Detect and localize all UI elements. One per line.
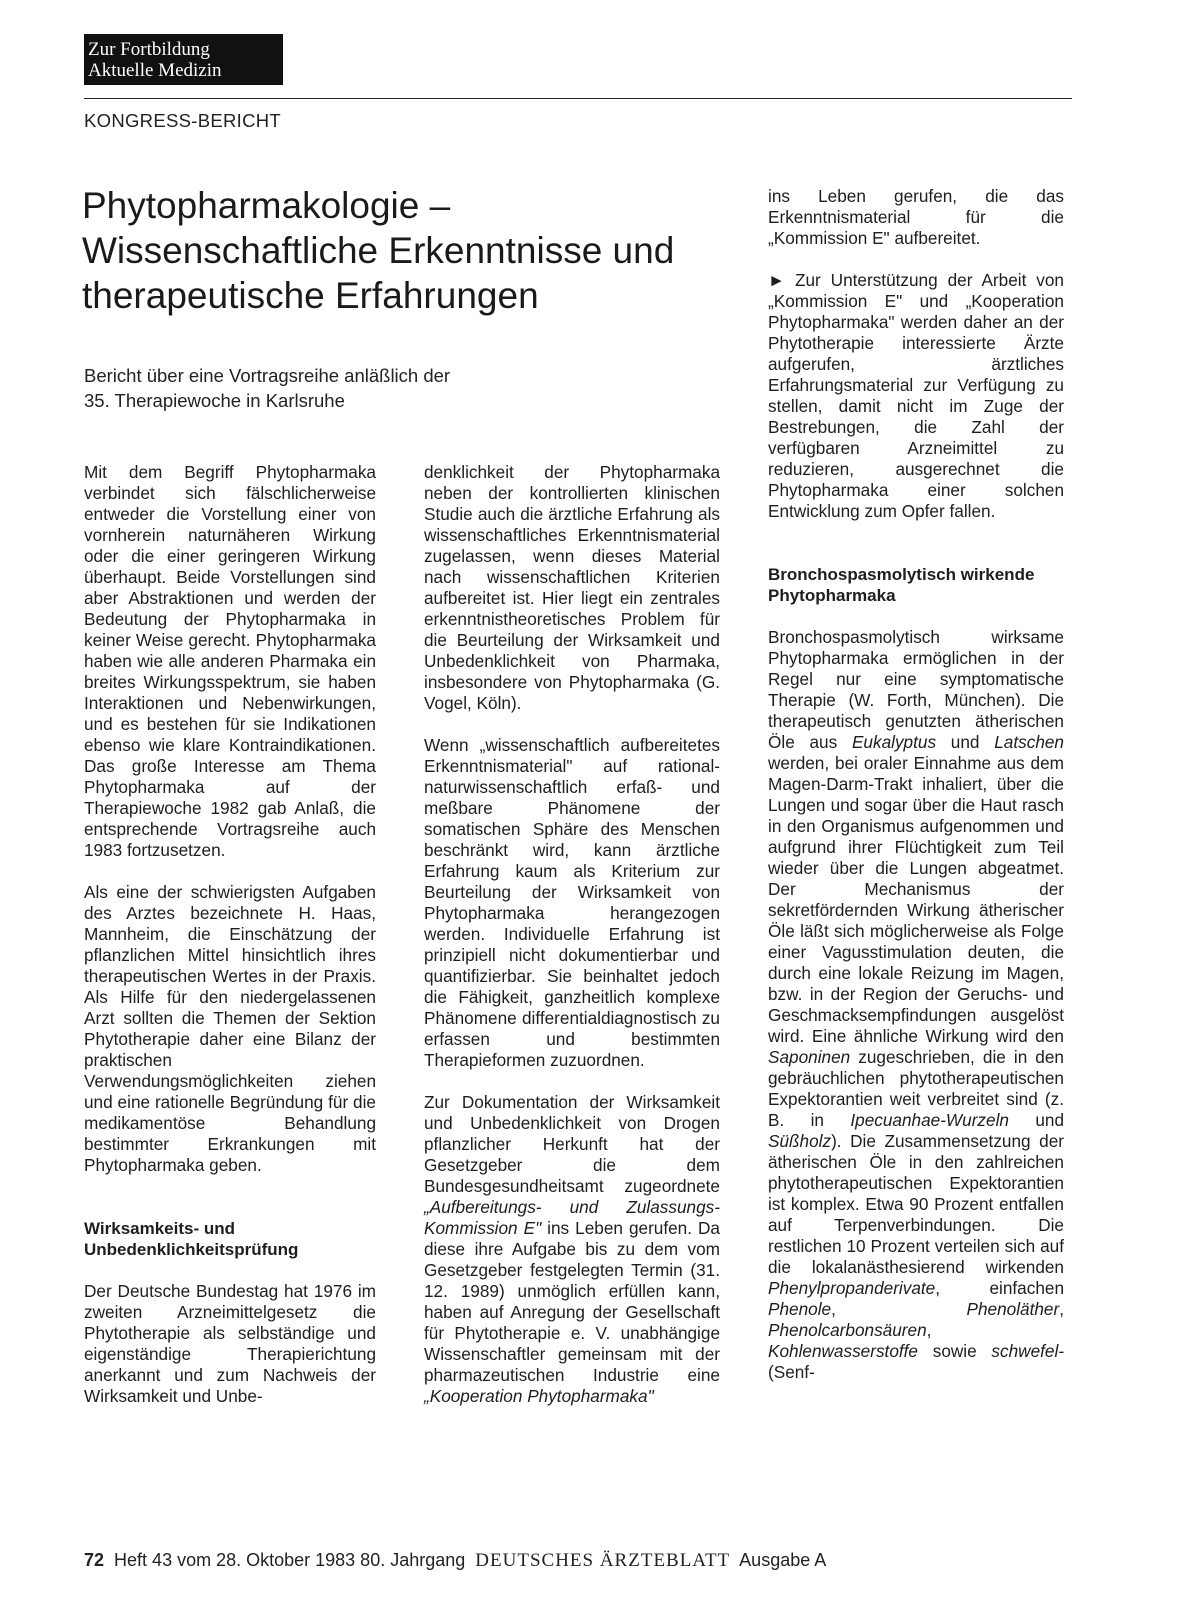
italic-run: Phenylpropanderivate (768, 1278, 936, 1298)
text-run: (Senf- (768, 1362, 815, 1382)
paragraph: ins Leben gerufen, die das Erkenntnismaterial für die „Kommission E" aufbereitet. (768, 186, 1064, 248)
subtitle-line-1: Bericht über eine Vortragsreihe anläßlich der (84, 365, 451, 386)
italic-run: Phenole (768, 1299, 832, 1319)
column-2 (424, 462, 720, 1428)
italic-run: Ipecuanhae-Wurzeln (850, 1110, 1009, 1130)
text-run: sowie (918, 1341, 992, 1361)
text-run: , (1059, 1299, 1064, 1319)
section-heading: Bronchospasmolytisch wirkende Phytopharmaka (768, 565, 1035, 605)
text-run: werden, bei oraler Einnahme aus dem Magen-Darm-Trakt inhaliert, über die Lungen und sogar über die Haut rasch in den Organismus aufgenommen und aufgrund ihrer Flüchtigkeit zum Teil wieder über die Lungen abgeatmet. Der Mechanismus der sekretfördernden Wirkung ätherischer Öle läßt sich möglicherweise als Folge einer Vagusstimulation deuten, die durch eine lokale Reizung im Magen, bzw. in der Region der Geruchs- und Geschmacksempfindungen ausgelöst wird. Eine ähnliche Wirkung wird den (768, 753, 1064, 1046)
text-run: Zur Dokumentation der Wirksamkeit und Unbedenklichkeit von Drogen pflanzlicher Herkunft hat der Gesetzgeber die dem Bundesgesundheitsamt zugeordnete (424, 1092, 720, 1196)
edition: Ausgabe A (739, 1550, 827, 1570)
text-run: und (1008, 1110, 1065, 1130)
italic-run: Latschen (994, 732, 1064, 752)
column-1 (84, 462, 376, 1428)
text-run: ins Leben gerufen. Da diese ihre Aufgabe bis zu dem vom Gesetzgeber festgelegten Termin (31. 12. 1989) unmöglich erfüllen kann, haben auf Anregung der Gesellschaft für Phytotherapie e. V. unabhängige Wissenschaftler gemeinsam mit der pharmazeutischen Industrie eine (424, 1218, 720, 1385)
italic-run: Süßholz (768, 1131, 832, 1151)
subtitle-line-2: 35. Therapiewoche in Karlsruhe (84, 390, 345, 411)
issue-info: Heft 43 vom 28. Oktober 1983 80. Jahrgang (114, 1550, 466, 1570)
paragraph (424, 1092, 720, 1407)
italic-run: Saponinen (768, 1047, 851, 1067)
paragraph: Der Deutsche Bundestag hat 1976 im zweiten Arzneimittelgesetz die Phytotherapie als selbständige und eigenständige Therapierichtung anerkannt und zum Nachweis der Wirksamkeit und Unbe- (84, 1281, 376, 1406)
text-run: Bronchospasmolytisch wirksame Phytopharmaka ermöglichen in der Regel nur eine symptomatische Therapie (W. Forth, München). Die therapeutisch genutzten ätherischen Öle aus (768, 627, 1064, 752)
page-footer (84, 1550, 826, 1572)
article-title (82, 183, 752, 318)
italic-run: schwefel- (991, 1341, 1064, 1361)
text-run: Zur Unterstützung der Arbeit von „Kommission E" und „Kooperation Phytopharmaka" werden daher an der Phytotherapie interessierte Ärzte aufgerufen, ärztliches Erfahrungsmaterial zur Verfügung zu stellen, damit nicht im Zuge der Bestrebungen, die Zahl der verfügbaren Arzneimittel zu reduzieren, ausgerechnet die Phytopharmaka einer solchen Entwicklung zum Opfer fallen. (768, 270, 1064, 521)
italic-run: Eukalyptus (851, 732, 937, 752)
title-line-3: therapeutische Erfahrungen (82, 275, 539, 316)
article-subtitle (84, 363, 554, 413)
kicker: KONGRESS-BERICHT (84, 110, 282, 131)
text-run: , (926, 1320, 932, 1340)
title-line-1: Phytopharmakologie – (82, 185, 451, 226)
text-run: ). Die Zusammensetzung der ätherischen Öle in den zahlreichen phytotherapeutischen Expektorantien ist komplex. Etwa 90 Prozent entfallen auf Terpenverbindungen. Die restlichen 10 Prozent verteilen sich auf die lokalanästhesierend wirkenden (768, 1131, 1064, 1277)
title-line-2: Wissenschaftliche Erkenntnisse und (82, 230, 675, 271)
header-rule (84, 98, 1072, 99)
badge-line-1: Zur Fortbildung (88, 39, 210, 60)
column-3 (768, 186, 1064, 1404)
section-badge (84, 34, 283, 85)
italic-run: „Kooperation Phytopharmaka" (424, 1386, 654, 1406)
paragraph: denklichkeit der Phytopharmaka neben der kontrollierten klinischen Studie auch die ärztliche Erfahrung als wissenschaftliches Erkenntnismaterial zugelassen, wenn dieses Material nach wissenschaftlichen Kriterien aufbereitet ist. Hier liegt ein zentrales erkenntnistheoretisches Problem für die Beurteilung der Wirksamkeit und Unbedenklichkeit von Pharmaka, insbesondere von Phytopharmaka (G. Vogel, Köln). (424, 462, 720, 713)
paragraph: Mit dem Begriff Phytopharmaka verbindet sich fälschlicherweise entweder die Vorstellung einer von vornherein naturnäheren Wirkung oder die einer geringeren Wirkung überhaupt. Beide Vorstellungen sind aber Abstraktionen und werden der Bedeutung der Phytopharmaka in keiner Weise gerecht. Phytopharmaka haben wie alle anderen Pharmaka ein breites Wirkungsspektrum, sie haben Interaktionen und Nebenwirkungen, und es bestehen für sie Indikationen ebenso wie klare Kontraindikationen. Das große Interesse am Thema Phytopharmaka auf der Therapiewoche 1982 gab Anlaß, die entsprechende Vortragsreihe auch 1983 fortzusetzen. (84, 462, 376, 860)
paragraph: Als eine der schwierigsten Aufgaben des Arztes bezeichnete H. Haas, Mannheim, die Einschätzung der pflanzlichen Mittel hinsichtlich ihres therapeutischen Wertes in der Praxis. Als Hilfe für den niedergelassenen Arzt sollten die Themen der Sektion Phytotherapie daher eine Bilanz der praktischen Verwendungsmöglichkeiten ziehen und eine rationelle Begründung für die medikamentöse Behandlung bestimmter Erkrankungen mit Phytopharmaka geben. (84, 882, 376, 1175)
page-number: 72 (84, 1550, 105, 1570)
italic-run: „Aufbereitungs- und Zulassungs-Kommission E" (424, 1197, 720, 1238)
text-run: zugeschrieben, die in den gebräuchlichen phytotherapeutischen Expektorantien weit verbreitet sind (z. B. in (768, 1047, 1064, 1130)
italic-run: Kohlenwasserstoffe (768, 1341, 918, 1361)
paragraph (768, 627, 1064, 1383)
italic-run: Phenoläther (966, 1299, 1060, 1319)
paragraph (768, 270, 1064, 522)
triangle-marker-icon: ► (768, 270, 786, 290)
text-run: und (936, 732, 995, 752)
badge-line-2: Aktuelle Medizin (88, 60, 222, 81)
masthead: DEUTSCHES ÄRZTEBLATT (475, 1550, 731, 1571)
section-heading: Wirksamkeits- und Unbedenklichkeitsprüfung (84, 1219, 299, 1259)
text-run: , einfachen (935, 1278, 1064, 1298)
text-run: , (831, 1299, 967, 1319)
italic-run: Phenolcarbonsäuren (768, 1320, 927, 1340)
paragraph: Wenn „wissenschaftlich aufbereitetes Erkenntnismaterial" auf rational-naturwissenschaftlich erfaß- und meßbare Phänomene der somatischen Sphäre des Menschen beschränkt wird, kann ärztliche Erfahrung kaum als Kriterium zur Beurteilung der Wirksamkeit von Phytopharmaka herangezogen werden. Individuelle Erfahrung ist prinzipiell nicht dokumentierbar und quantifizierbar. Sie beinhaltet jedoch die Fähigkeit, ganzheitlich komplexe Phänomene differentialdiagnostisch zu erfassen und bestimmten Therapieformen zuzuordnen. (424, 735, 720, 1070)
